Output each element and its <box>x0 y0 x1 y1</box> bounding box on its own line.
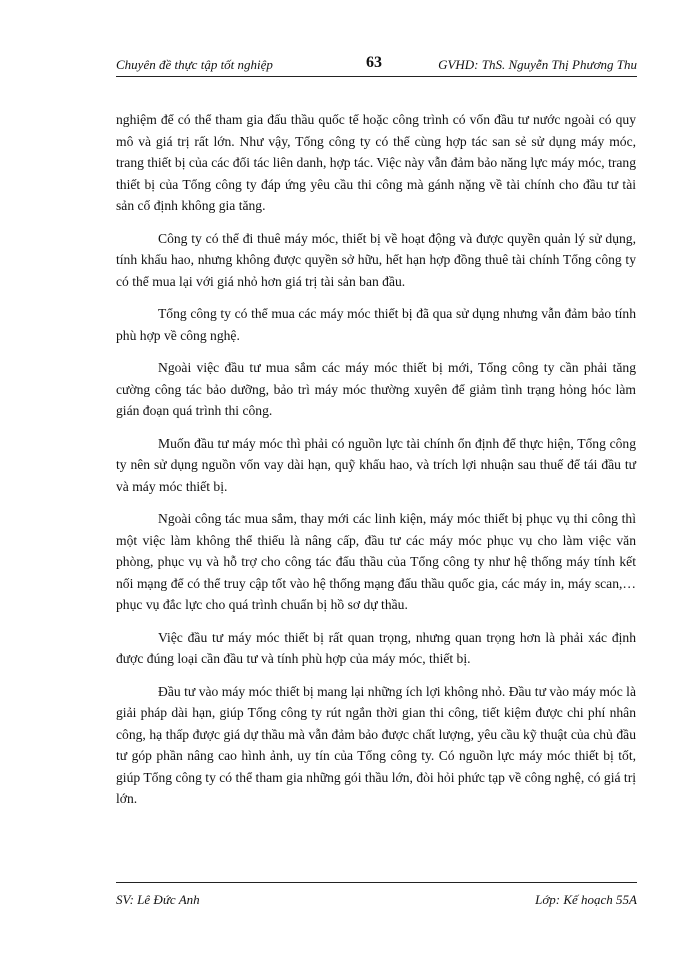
paragraph-3: Tổng công ty có thể mua các máy móc thiết bị đã qua sử dụng nhưng vẫn đảm bảo tính phù hợp về công nghệ. <box>116 306 636 343</box>
footer-student: SV: Lê Đức Anh <box>116 892 200 907</box>
paragraph-7: Việc đầu tư máy móc thiết bị rất quan trọng, nhưng quan trọng hơn là phải xác định được đúng loại cần đầu tư và tính phù hợp của máy móc, thiết bị. <box>116 629 636 666</box>
paragraph-4: Ngoài việc đầu tư mua sắm các máy móc thiết bị mới, Tổng công ty cần phải tăng cường công tác bảo dưỡng, bảo trì máy móc thường xuyên để giảm tình trạng hỏng hóc làm gián đoạn quá trình thi công. <box>116 360 636 418</box>
footer-class: Lớp: Kế hoạch 55A <box>535 892 637 907</box>
header-title: Chuyên đề thực tập tốt nghiệp <box>116 57 273 72</box>
page-number: 63 <box>366 54 382 71</box>
paragraph-5: Muốn đầu tư máy móc thì phải có nguồn lực tài chính ổn định để thực hiện, Tổng công ty nên sử dụng nguồn vốn vay dài hạn, quỹ khấu hao, và trích lợi nhuận sau thuế để tái đầu tư và máy móc thiết bị. <box>116 435 636 494</box>
page-body <box>116 109 636 821</box>
paragraph-2: Công ty có thể đi thuê máy móc, thiết bị về hoạt động và được quyền quản lý sử dụng, tính khấu hao, nhưng không được quyền sở hữu, hết hạn hợp đồng thuê tài chính Tổng công ty có thể mua lại với giá nhỏ hơn giá trị tài sản ban đầu. <box>116 230 636 289</box>
page-header <box>116 52 637 77</box>
page-footer <box>116 882 637 913</box>
header-supervisor: GVHD: ThS. Nguyễn Thị Phương Thu <box>438 57 637 72</box>
paragraph-1: nghiệm để có thể tham gia đấu thầu quốc tế hoặc công trình có vốn đầu tư nước ngoài có quy mô và giá trị rất lớn. Như vậy, Tổng công ty có thể cùng hợp tác san sẻ sử dụng máy móc, trang thiết bị của các đối tác liên danh, hợp tác. Việc này vẫn đảm bảo năng lực máy móc, trang thiết bị của Tổng công ty đáp ứng yêu cầu thi công mà gánh nặng về tài chính cho đầu tư tài sản cố định không gia tăng. <box>116 112 636 213</box>
paragraph-8: Đầu tư vào máy móc thiết bị mang lại những ích lợi không nhỏ. Đầu tư vào máy móc là giải pháp dài hạn, giúp Tổng công ty rút ngắn thời gian thi công, tiết kiệm được chi phí nhân công, hạ thấp được giá dự thầu mà vẫn đảm bảo được chất lượng, yêu cầu kỹ thuật của chủ đầu tư góp phần nâng cao hình ảnh, uy tín của Tổng công ty. Có nguồn lực máy móc thiết bị tốt, giúp Tổng công ty có thể tham gia những gói thầu lớn, đòi hỏi phức tạp về công nghệ, có giá trị lớn. <box>116 683 636 806</box>
paragraph-6: Ngoài công tác mua sắm, thay mới các linh kiện, máy móc thiết bị phục vụ thi công thì một việc làm không thể thiếu là nâng cấp, đầu tư các máy móc phục vụ cho làm việc văn phòng, phục vụ và hỗ trợ cho công tác đấu thầu của Tổng công ty như hệ thống máy tính kết nối mạng để có thể truy cập tốt vào hệ thống mạng đấu thầu quốc gia, các máy in, máy scan,…phục vụ đắc lực cho quá trình chuẩn bị hồ sơ dự thầu. <box>116 511 636 612</box>
